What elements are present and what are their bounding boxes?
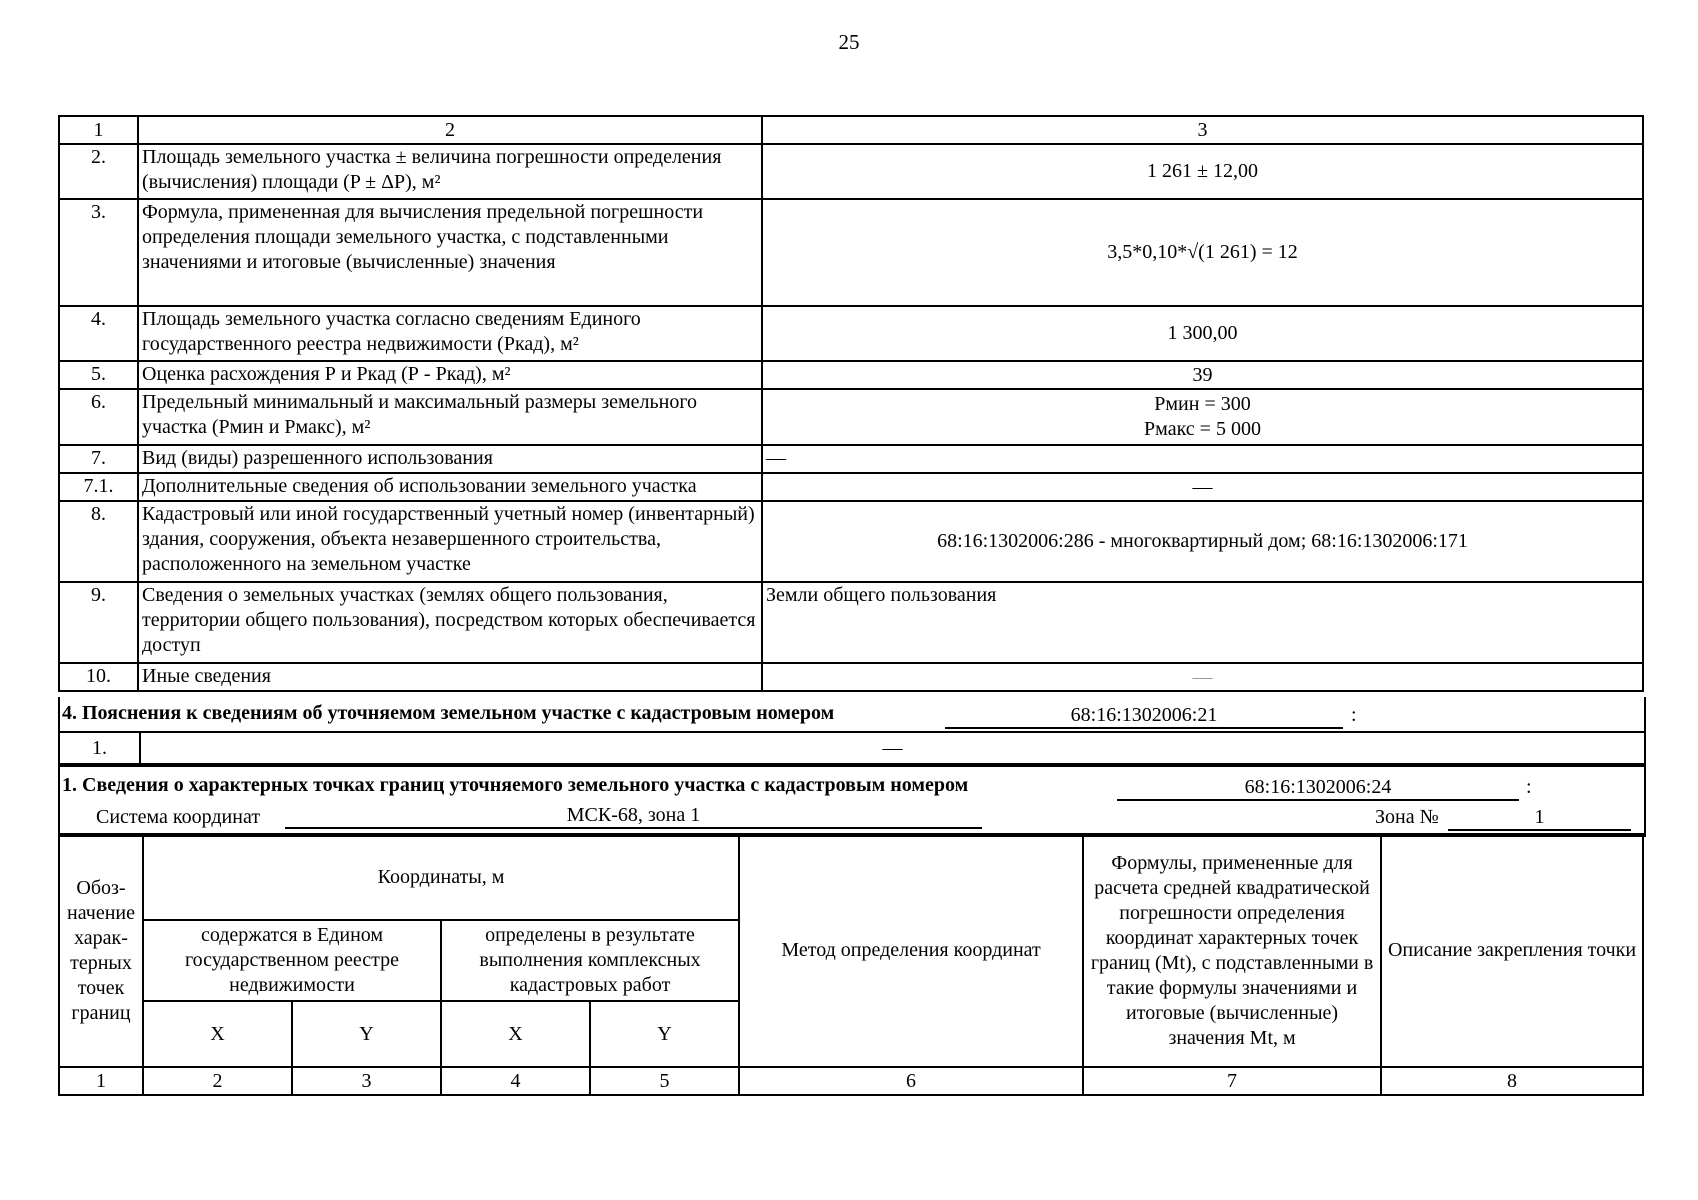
table-row: [59, 473, 1643, 501]
section1-title: 1. Сведения о характерных точках границ уточняемого земельного участка с кадастровым номером: [62, 774, 969, 796]
table-row: [59, 663, 1643, 691]
col-method-header: Метод определения координат: [739, 834, 1083, 1067]
row-value: 3,5*0,10*√(1 261) = 12: [762, 199, 1643, 306]
column-number: 8: [1381, 1067, 1643, 1095]
row-number: 7.1.: [59, 473, 138, 501]
row-label: Вид (виды) разрешенного использования: [138, 445, 762, 473]
row-value: —: [762, 473, 1643, 501]
zone-label: Зона №: [1375, 806, 1439, 828]
points-table: [58, 833, 1644, 1096]
col-y-header: Y: [292, 1001, 441, 1067]
row-label: Сведения о земельных участках (землях общего пользования, территории общего пользования), посредством которых обеспечивается доступ: [138, 582, 762, 663]
row-value: Земли общего пользования: [762, 582, 1643, 663]
table-row: [59, 501, 1643, 582]
row-value: 1 261 ± 12,00: [762, 144, 1643, 199]
zone-value: 1: [1448, 805, 1631, 831]
column-number: 7: [1083, 1067, 1381, 1095]
page-number: 25: [838, 30, 860, 54]
col-egrn-header: содержатся в Едином государственном реестре недвижимости: [143, 920, 441, 1001]
header-cell: 2: [138, 116, 762, 144]
table-row: [59, 389, 1643, 445]
row-number: 10.: [59, 663, 138, 691]
col-x-header: X: [143, 1001, 292, 1067]
col-desc-header: Описание закрепления точки: [1381, 834, 1643, 1067]
table-header-row: [59, 116, 1643, 144]
column-number: 4: [441, 1067, 590, 1095]
row-label: Оценка расхождения Р и Ркад (Р - Ркад), м²: [138, 361, 762, 389]
row-label: Кадастровый или иной государственный учетный номер (инвентарный) здания, сооружения, объекта незавершенного строительства, расположенного на земельном участке: [138, 501, 762, 582]
column-number: 2: [143, 1067, 292, 1095]
table-header-row: [59, 834, 1643, 920]
row-number: 2.: [59, 144, 138, 199]
row-number: 4.: [59, 306, 138, 361]
table-row: [59, 306, 1643, 361]
row-value: 1 300,00: [762, 306, 1643, 361]
section4-row: [58, 733, 1646, 765]
section4-title: 4. Пояснения к сведениям об уточняемом земельном участке с кадастровым номером: [62, 702, 835, 724]
section1-cadastral: 68:16:1302006:24: [1117, 775, 1519, 801]
row-number: 3.: [59, 199, 138, 306]
column-numbers-row: [59, 1067, 1643, 1095]
row-label: Формула, примененная для вычисления предельной погрешности определения площади земельного участка, с подставленными значениями и итоговые (вычисленные) значения: [138, 199, 762, 306]
table-row: [59, 144, 1643, 199]
col-kkr-header: определены в результате выполнения комплексных кадастровых работ: [441, 920, 739, 1001]
column-number: 6: [739, 1067, 1083, 1095]
row-value-cell: [762, 389, 1643, 445]
section4-colon: :: [1351, 704, 1357, 726]
row-number: 9.: [59, 582, 138, 663]
area-info-table: [58, 115, 1644, 692]
row-number: 8.: [59, 501, 138, 582]
column-number: 5: [590, 1067, 739, 1095]
section4-cadastral: 68:16:1302006:21: [945, 703, 1343, 729]
row-value: —: [882, 737, 903, 759]
row-number: 1.: [92, 737, 107, 759]
row-value: 39: [762, 361, 1643, 389]
row-value-min: Рмин = 300: [1154, 393, 1251, 415]
row-value: —: [762, 663, 1643, 691]
table-row: [59, 361, 1643, 389]
table-row: [59, 199, 1643, 306]
row-value: 68:16:1302006:286 - многоквартирный дом; 68:16:1302006:171: [762, 501, 1643, 582]
col-y-header: Y: [590, 1001, 739, 1067]
column-number: 3: [292, 1067, 441, 1095]
row-number: 5.: [59, 361, 138, 389]
column-number: 1: [59, 1067, 143, 1095]
table-row: [59, 445, 1643, 473]
col-coords-header: Координаты, м: [143, 834, 739, 920]
header-cell: 1: [59, 116, 138, 144]
row-number: 6.: [59, 389, 138, 445]
coord-system-value: МСК-68, зона 1: [285, 803, 982, 829]
row-label: Площадь земельного участка ± величина погрешности определения (вычисления) площади (P ± ΔP), м²: [138, 144, 762, 199]
row-value: —: [762, 445, 1643, 473]
section1-colon: :: [1526, 776, 1532, 798]
row-label: Предельный минимальный и максимальный размеры земельного участка (Рмин и Рмакс), м²: [138, 389, 762, 445]
row-label: Площадь земельного участка согласно сведениям Единого государственного реестра недвижимости (Ркад), м²: [138, 306, 762, 361]
col-point-header: Обоз-начение харак-терных точек границ: [59, 834, 143, 1067]
row-label: Иные сведения: [138, 663, 762, 691]
section4-header: [58, 697, 1646, 733]
row-label: Дополнительные сведения об использовании земельного участка: [138, 473, 762, 501]
row-number: 7.: [59, 445, 138, 473]
header-cell: 3: [762, 116, 1643, 144]
col-formulas-header: Формулы, примененные для расчета средней квадратической погрешности определения координат характерных точек границ (Mt), с подставленными в такие формулы значениями и итоговые (вычисленные) значения Mt, м: [1083, 834, 1381, 1067]
table-row: [59, 582, 1643, 663]
row-value-max: Рмакс = 5 000: [1144, 418, 1261, 440]
col-x-header: X: [441, 1001, 590, 1067]
coord-system-label: Система координат: [96, 806, 261, 828]
section1-header: [58, 765, 1646, 837]
